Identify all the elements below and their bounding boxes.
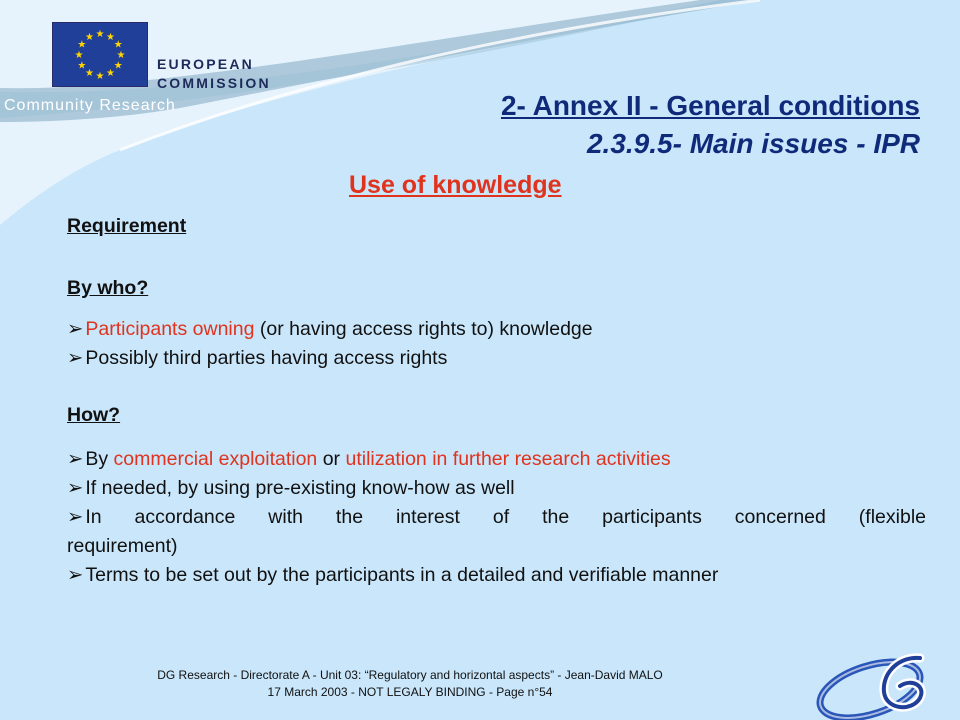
who-heading: By who? xyxy=(67,277,149,299)
logo-line2: COMMISSION xyxy=(157,75,271,91)
list-item: ➢ In accordance with the interest of the participants concerned (flexible requirement) xyxy=(67,506,926,557)
list-item: ➢ If needed, by using pre-existing know-how as well xyxy=(67,477,515,499)
footer-line2: 17 March 2003 - NOT LEGALY BINDING - Page n°54 xyxy=(267,685,553,699)
list-item: ➢ Possibly third parties having access rights xyxy=(67,347,448,369)
eu-star-icon: ★ xyxy=(95,71,105,82)
eu-flag-icon xyxy=(52,22,148,87)
arrow-bullet-icon: ➢ xyxy=(67,318,84,340)
eu-star-icon: ★ xyxy=(85,31,94,43)
community-research-label: Community Research xyxy=(4,97,176,114)
eu-star-icon: ★ xyxy=(113,60,123,72)
fp6-logo-icon xyxy=(812,650,952,720)
list-item: ➢ Terms to be set out by the participants in a detailed and verifiable manner xyxy=(67,564,719,586)
eu-star-icon: ★ xyxy=(95,29,105,40)
eu-star-icon: ★ xyxy=(77,39,87,51)
arrow-bullet-icon: ➢ xyxy=(67,448,84,470)
commission-logo-text xyxy=(157,55,271,93)
eu-star-icon: ★ xyxy=(74,50,84,61)
slide-subtitle: Use of knowledge xyxy=(349,171,562,199)
eu-star-icon: ★ xyxy=(85,68,94,80)
logo-line1: EUROPEAN xyxy=(157,56,254,72)
requirement-heading: Requirement xyxy=(67,215,187,237)
list-item: ➢ Participants owning (or having access rights to) knowledge xyxy=(67,318,593,340)
arrow-bullet-icon: ➢ xyxy=(67,347,84,369)
eu-star-icon: ★ xyxy=(106,68,115,80)
arrow-bullet-icon: ➢ xyxy=(67,477,84,499)
eu-star-icon: ★ xyxy=(116,50,126,61)
eu-star-icon: ★ xyxy=(106,31,115,43)
how-heading: How? xyxy=(67,404,121,426)
list-item: ➢ By commercial exploitation or utilization in further research activities xyxy=(67,448,671,470)
arrow-bullet-icon: ➢ xyxy=(67,506,84,528)
footer-line1: DG Research - Directorate A - Unit 03: “Regulatory and horizontal aspects” - Jean-David MALO xyxy=(157,668,663,682)
slide-section-title: 2.3.9.5- Main issues - IPR xyxy=(586,128,920,159)
arrow-bullet-icon: ➢ xyxy=(67,564,84,586)
eu-star-icon: ★ xyxy=(77,60,87,72)
eu-star-icon: ★ xyxy=(113,39,123,51)
slide-title: 2- Annex II - General conditions xyxy=(500,90,920,121)
